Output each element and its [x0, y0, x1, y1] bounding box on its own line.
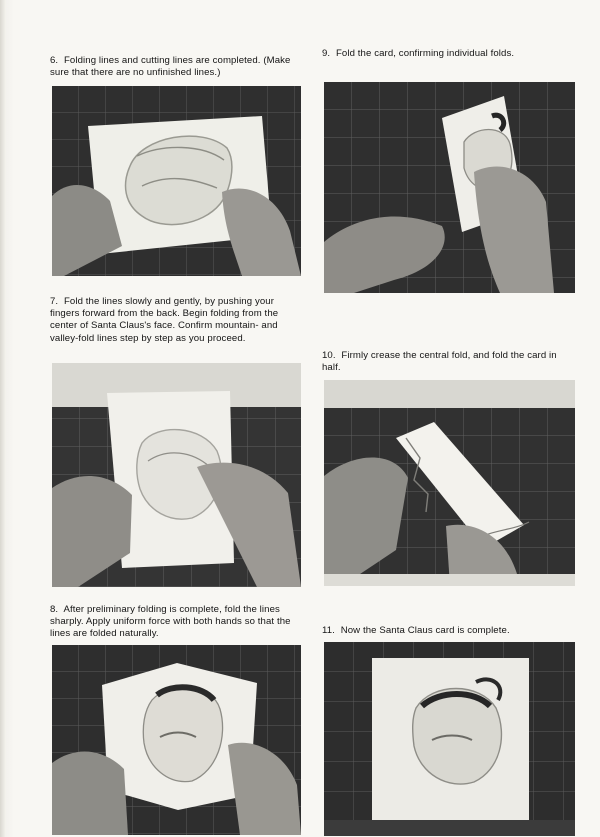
step-9-photo — [324, 82, 575, 293]
step-9-caption — [322, 48, 577, 60]
step-8-number: 8. — [50, 604, 59, 615]
step-10-number: 10. — [322, 350, 336, 361]
page-edge-shadow — [0, 0, 6, 837]
step-8-photo — [52, 645, 301, 835]
step-7-caption — [50, 296, 302, 345]
step-11-number: 11. — [322, 625, 335, 636]
step-7-number: 7. — [50, 296, 59, 307]
step-8-text: After preliminary folding is complete, fold the lines sharply. Apply uniform force with both hands so that the lines are folded naturally. — [50, 604, 291, 640]
step-7-text: Fold the lines slowly and gently, by pushing your fingers forward from the back. Begin folding from the center of Santa Claus's face. Confirm mountain- and valley-fold lines step by step as you proceed. — [50, 296, 279, 344]
step-11-text: Now the Santa Claus card is complete. — [340, 625, 510, 636]
step-9-number: 9. — [322, 48, 331, 59]
step-6-text: Folding lines and cutting lines are completed. (Make sure that there are no unfinished lines.) — [50, 55, 291, 79]
step-10-caption — [322, 350, 577, 374]
step-6-number: 6. — [50, 55, 59, 66]
step-7-photo — [52, 363, 301, 587]
step-11-photo — [324, 642, 575, 836]
step-9-text: Fold the card, confirming individual folds. — [335, 48, 515, 59]
step-6-photo — [52, 86, 301, 276]
step-8-caption — [50, 604, 302, 641]
step-6-caption — [50, 55, 300, 79]
step-11-caption — [322, 625, 577, 637]
step-10-photo — [324, 380, 575, 586]
step-10-text: Firmly crease the central fold, and fold the card in half. — [322, 350, 557, 374]
